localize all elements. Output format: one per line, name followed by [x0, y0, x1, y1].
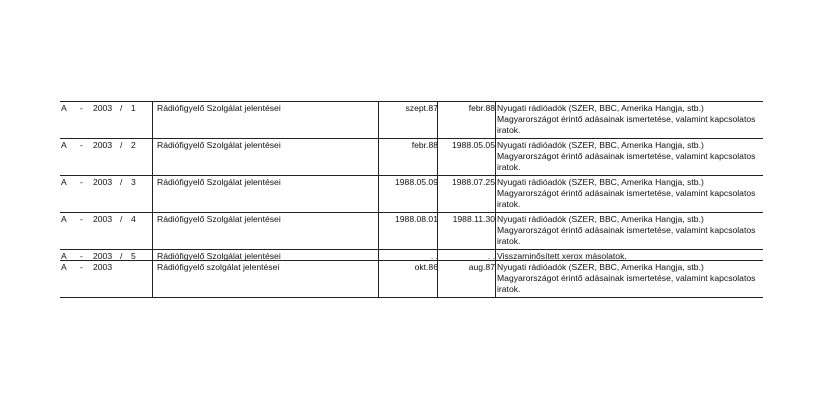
column-divider	[152, 250, 153, 260]
separator-slash: /	[120, 140, 123, 150]
separator-dash: -	[80, 262, 83, 272]
separator-slash: /	[120, 103, 123, 113]
table-row	[60, 213, 763, 250]
date-from: szept.87	[405, 103, 438, 113]
column-divider	[378, 213, 379, 249]
fond-letter: A	[61, 214, 67, 224]
table-row	[60, 250, 763, 261]
date-from: 1988.05.09	[394, 177, 438, 187]
item-number: 3	[131, 177, 136, 187]
record-description: Nyugati rádióadók (SZER, BBC, Amerika Hangja, stb.) Magyarországot érintő adásainak ismertetése, valamint kapcsolatos iratok.	[497, 140, 756, 172]
record-description: Nyugati rádióadók (SZER, BBC, Amerika Hangja, stb.) Magyarországot érintő adásainak ismertetése, valamint kapcsolatos iratok.	[497, 262, 756, 294]
date-to: . .	[487, 251, 495, 261]
fond-year: 2003	[93, 262, 113, 272]
column-divider	[152, 176, 153, 212]
date-from: . .	[430, 251, 438, 261]
column-divider	[437, 176, 438, 212]
record-description: Visszaminősített xerox másolatok.	[497, 251, 627, 261]
record-title: Rádiófigyelő Szolgálat jelentései	[157, 214, 281, 224]
fond-year: 2003	[93, 103, 113, 113]
table-row	[60, 176, 763, 213]
column-divider	[495, 250, 496, 260]
date-to: 1988.11.30	[452, 214, 495, 224]
separator-slash: /	[120, 177, 123, 187]
fond-year: 2003	[93, 251, 113, 261]
column-divider	[495, 102, 496, 138]
record-title: Rádiófigyelő Szolgálat jelentései	[157, 140, 281, 150]
record-title: Rádiófigyelő Szolgálat jelentései	[157, 177, 281, 187]
item-number: 1	[131, 103, 136, 113]
column-divider	[378, 261, 379, 297]
column-divider	[495, 213, 496, 249]
fond-year: 2003	[93, 177, 113, 187]
separator-dash: -	[80, 140, 83, 150]
column-divider	[437, 102, 438, 138]
table-row	[60, 261, 763, 298]
separator-dash: -	[80, 251, 83, 261]
column-divider	[437, 261, 438, 297]
fond-letter: A	[61, 251, 67, 261]
column-divider	[437, 213, 438, 249]
records-table	[60, 101, 763, 298]
item-number: 4	[131, 214, 136, 224]
column-divider	[378, 250, 379, 260]
column-divider	[437, 139, 438, 175]
fond-year: 2003	[93, 140, 113, 150]
column-divider	[495, 139, 496, 175]
fond-letter: A	[61, 262, 67, 272]
column-divider	[495, 176, 496, 212]
date-to: aug.87	[468, 262, 495, 272]
date-to: 1988.07.25	[451, 177, 495, 187]
separator-slash: /	[120, 251, 123, 261]
record-description: Nyugati rádióadók (SZER, BBC, Amerika Hangja, stb.) Magyarországot érintő adásainak ismertetése, valamint kapcsolatos iratok.	[497, 103, 756, 135]
table-row	[60, 139, 763, 176]
record-title: Rádiófigyelő Szolgálat jelentései	[157, 251, 281, 261]
column-divider	[152, 261, 153, 297]
date-from: 1988.08.01	[394, 214, 438, 224]
separator-slash: /	[120, 214, 123, 224]
record-title: Rádiófigyelő szolgálat jelentései	[157, 262, 280, 272]
date-to: 1988.05.05	[451, 140, 495, 150]
fond-letter: A	[61, 177, 67, 187]
column-divider	[152, 213, 153, 249]
separator-dash: -	[80, 103, 83, 113]
record-title: Rádiófigyelő Szolgálat jelentései	[157, 103, 281, 113]
column-divider	[495, 261, 496, 297]
date-from: okt.86	[414, 262, 438, 272]
table-row	[60, 102, 763, 139]
column-divider	[378, 176, 379, 212]
column-divider	[378, 102, 379, 138]
column-divider	[152, 139, 153, 175]
record-description: Nyugati rádióadók (SZER, BBC, Amerika Hangja, stb.) Magyarországot érintő adásainak ismertetése, valamint kapcsolatos iratok.	[497, 214, 756, 246]
separator-dash: -	[80, 177, 83, 187]
record-description: Nyugati rádióadók (SZER, BBC, Amerika Hangja, stb.) Magyarországot érintő adásainak ismertetése, valamint kapcsolatos iratok.	[497, 177, 756, 209]
column-divider	[437, 250, 438, 260]
date-from: febr.88	[411, 140, 438, 150]
item-number: 5	[131, 251, 136, 261]
fond-letter: A	[61, 140, 67, 150]
fond-year: 2003	[93, 214, 113, 224]
separator-dash: -	[80, 214, 83, 224]
item-number: 2	[131, 140, 136, 150]
column-divider	[152, 102, 153, 138]
column-divider	[378, 139, 379, 175]
fond-letter: A	[61, 103, 67, 113]
date-to: febr.88	[468, 103, 495, 113]
